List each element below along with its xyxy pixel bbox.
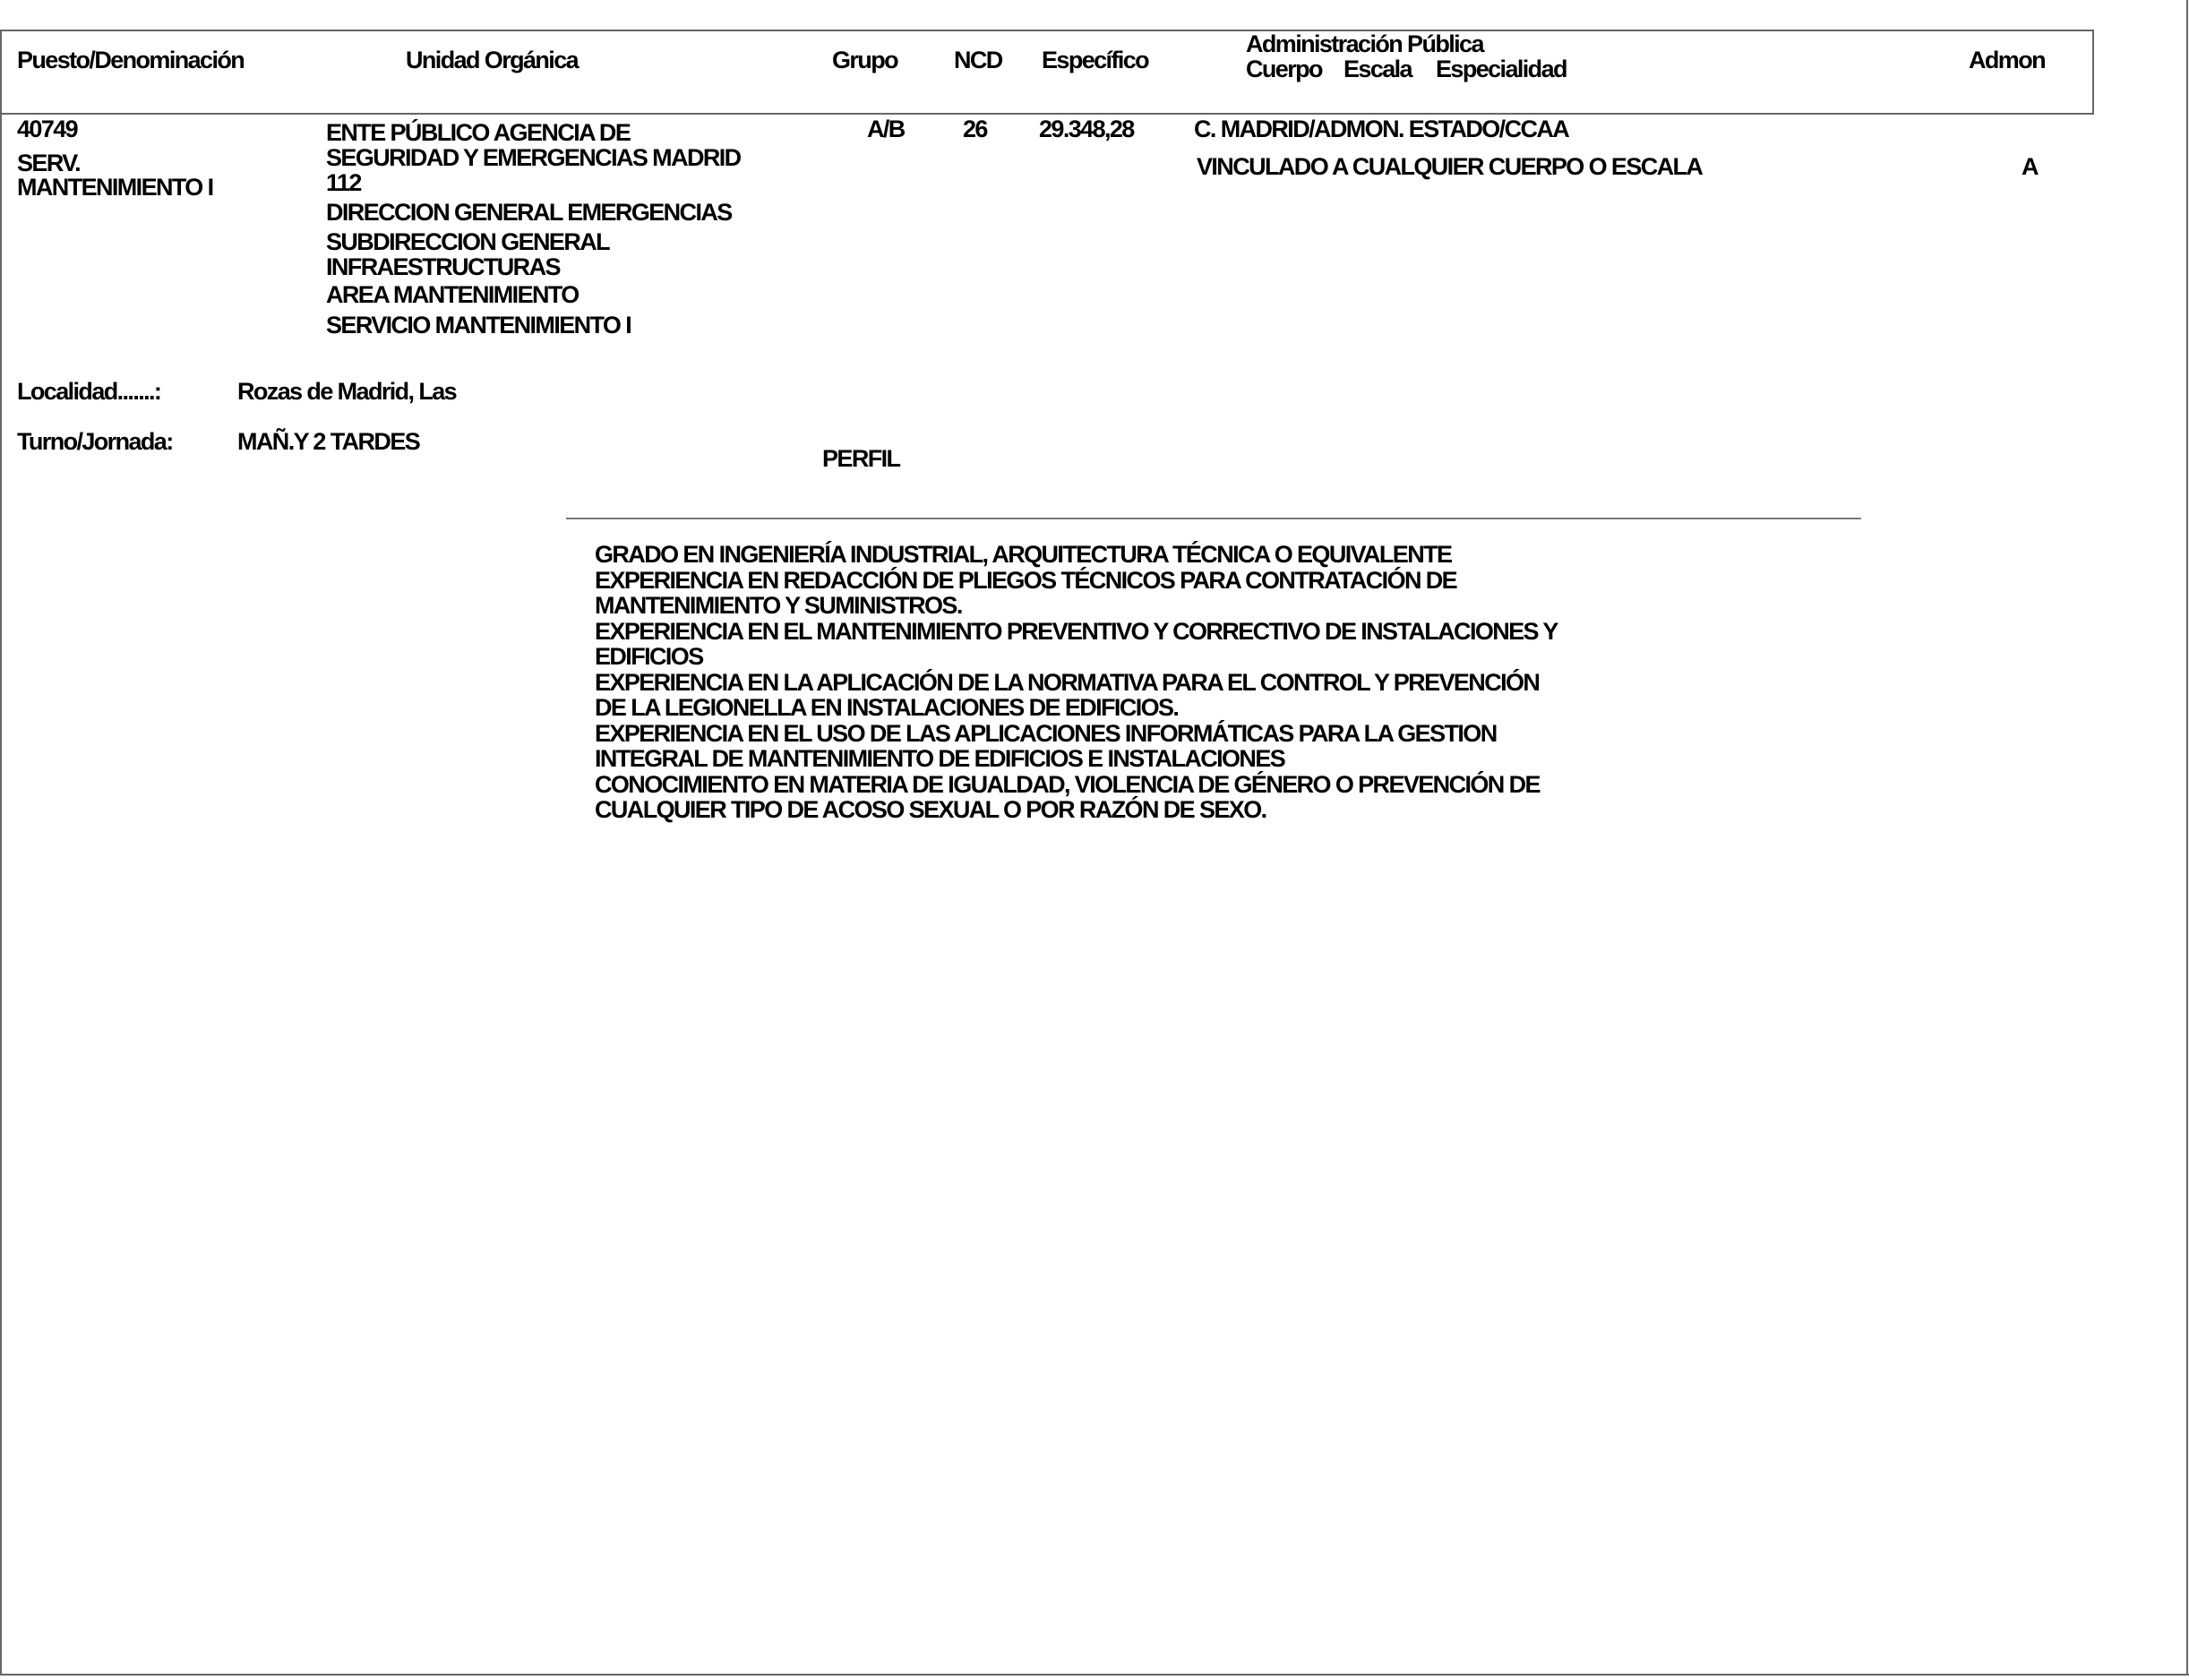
perfil-line: DE LA LEGIONELLA EN INSTALACIONES DE EDIFICIOS.: [595, 694, 1179, 721]
unidad-line: SEGURIDAD Y EMERGENCIAS MADRID: [326, 144, 741, 171]
header-escala: Escala: [1343, 56, 1412, 82]
perfil-divider: [566, 518, 1861, 519]
perfil-line: CONOCIMIENTO EN MATERIA DE IGUALDAD, VIOLENCIA DE GÉNERO O PREVENCIÓN DE: [595, 770, 1540, 798]
header-bottom-border: [0, 113, 2094, 115]
record-especifico: 29.348,28: [1039, 116, 1134, 142]
turno-value: MAÑ.Y 2 TARDES: [237, 428, 420, 455]
perfil-requirements: [595, 542, 1558, 823]
record-denominacion-line1: SERV.: [17, 150, 81, 176]
unidad-line: DIRECCION GENERAL EMERGENCIAS: [326, 199, 732, 226]
header-admon: Admon: [1969, 47, 2045, 73]
localidad-value: Rozas de Madrid, Las: [237, 378, 457, 405]
header-especialidad: Especialidad: [1436, 56, 1567, 82]
record-ncd: 26: [963, 116, 987, 142]
perfil-line: INTEGRAL DE MANTENIMIENTO DE EDIFICIOS E INSTALACIONES: [595, 745, 1285, 772]
header-top-border: [0, 30, 2094, 31]
header-unidad: Unidad Orgánica: [406, 47, 579, 73]
localidad-label: Localidad.......:: [17, 378, 161, 405]
perfil-line: EXPERIENCIA EN REDACCIÓN DE PLIEGOS TÉCNICOS PARA CONTRATACIÓN DE: [595, 566, 1457, 594]
record-admon: A: [2022, 153, 2038, 180]
page-right-border: [2186, 0, 2188, 1676]
unidad-line: AREA MANTENIMIENTO: [326, 281, 579, 308]
page-bottom-border: [0, 1674, 2189, 1676]
header-especifico: Específico: [1042, 47, 1149, 73]
header-right-border: [2092, 30, 2094, 115]
unidad-line: 112: [326, 169, 361, 196]
unidad-line: SERVICIO MANTENIMIENTO I: [326, 312, 631, 339]
unidad-line: SUBDIRECCION GENERAL: [326, 228, 610, 255]
turno-label: Turno/Jornada:: [17, 428, 173, 455]
perfil-title: PERFIL: [822, 445, 900, 472]
header-cuerpo: Cuerpo: [1246, 56, 1322, 82]
perfil-line: EXPERIENCIA EN LA APLICACIÓN DE LA NORMATIVA PARA EL CONTROL Y PREVENCIÓN: [595, 668, 1540, 696]
perfil-line: MANTENIMIENTO Y SUMINISTROS.: [595, 592, 962, 619]
record-vinculacion: VINCULADO A CUALQUIER CUERPO O ESCALA: [1197, 153, 1703, 180]
record-id: 40749: [17, 116, 78, 142]
perfil-line: EXPERIENCIA EN EL USO DE LAS APLICACIONES INFORMÁTICAS PARA LA GESTION: [595, 719, 1497, 747]
header-admin-publica: Administración Pública: [1246, 30, 1483, 57]
header-grupo: Grupo: [832, 47, 897, 73]
unidad-organica-block: [326, 120, 741, 340]
page-left-border: [0, 30, 2, 1676]
perfil-line: GRADO EN INGENIERÍA INDUSTRIAL, ARQUITECTURA TÉCNICA O EQUIVALENTE: [595, 541, 1452, 568]
unidad-line: ENTE PÚBLICO AGENCIA DE: [326, 119, 631, 146]
unidad-line: INFRAESTRUCTURAS: [326, 253, 560, 280]
header-ncd: NCD: [954, 47, 1002, 73]
record-grupo: A/B: [867, 116, 905, 142]
record-denominacion-line2: MANTENIMIENTO I: [17, 174, 213, 201]
perfil-line: EDIFICIOS: [595, 643, 703, 670]
record-administracion: C. MADRID/ADMON. ESTADO/CCAA: [1194, 116, 1569, 142]
header-puesto: Puesto/Denominación: [17, 47, 245, 73]
perfil-line: CUALQUIER TIPO DE ACOSO SEXUAL O POR RAZÓN DE SEXO.: [595, 796, 1266, 823]
perfil-line: EXPERIENCIA EN EL MANTENIMIENTO PREVENTIVO Y CORRECTIVO DE INSTALACIONES Y: [595, 617, 1558, 645]
